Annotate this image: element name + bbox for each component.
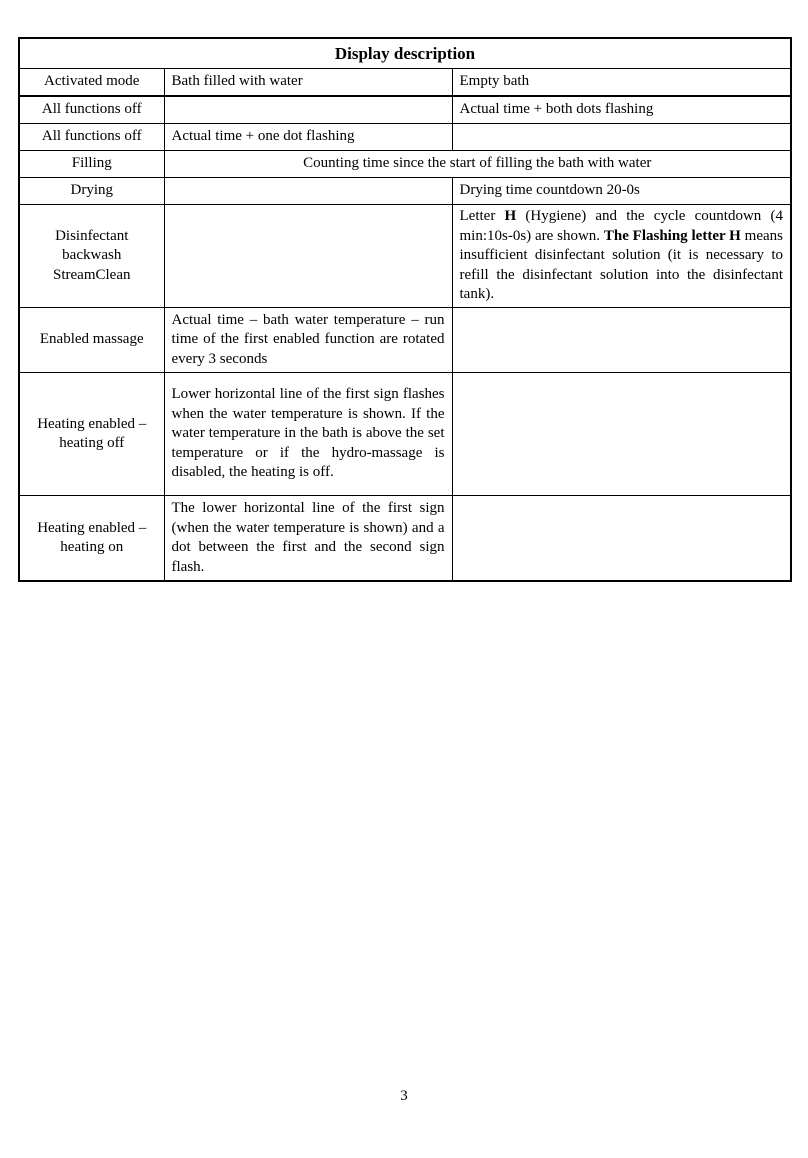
empty-cell bbox=[452, 308, 791, 373]
empty-cell bbox=[452, 205, 791, 308]
filled-cell bbox=[164, 96, 452, 124]
empty-cell: Actual time + both dots flashing bbox=[452, 96, 791, 124]
mode-cell: Enabled massage bbox=[19, 308, 164, 373]
filled-cell: Actual time + one dot flashing bbox=[164, 124, 452, 151]
filled-cell: Lower horizontal line of the first sign flashes when the water temperature is shown. If the water temperature in the bath is above the set temperature or if the hydro-massage is disabled, the heating is off. bbox=[164, 373, 452, 496]
mode-line: Disinfectant bbox=[55, 227, 129, 244]
bold-flashing-letter: The Flashing letter H bbox=[603, 227, 741, 244]
mode-line: Heating enabled – bbox=[37, 415, 147, 432]
filled-cell bbox=[164, 205, 452, 308]
empty-cell bbox=[452, 124, 791, 151]
mode-cell bbox=[19, 373, 164, 496]
mode-line: heating off bbox=[59, 435, 125, 451]
table-row bbox=[19, 308, 791, 373]
page-number: 3 bbox=[400, 1088, 408, 1104]
table-header-row bbox=[19, 69, 791, 97]
header-empty-bath: Empty bath bbox=[452, 69, 791, 97]
empty-cell bbox=[452, 373, 791, 496]
mode-cell: All functions off bbox=[19, 96, 164, 124]
table-title: Display description bbox=[19, 38, 791, 69]
mode-cell: Drying bbox=[19, 178, 164, 205]
display-description-table bbox=[18, 37, 792, 582]
filled-cell bbox=[164, 178, 452, 205]
mode-line: Heating enabled – bbox=[37, 519, 147, 536]
table-row bbox=[19, 496, 791, 582]
header-bath-filled: Bath filled with water bbox=[164, 69, 452, 97]
mode-cell: All functions off bbox=[19, 124, 164, 151]
mode-cell: Filling bbox=[19, 151, 164, 178]
text-run: Letter bbox=[459, 208, 505, 224]
mode-line: StreamClean bbox=[53, 266, 131, 283]
text-run: means insufficient disinfectant solution (it is necessary to refill the disinfectant solution into the disinfectant tank). bbox=[459, 227, 783, 302]
mode-cell bbox=[19, 496, 164, 582]
filled-cell: Actual time – bath water temperature – run time of the first enabled function are rotated every 3 seconds bbox=[164, 308, 452, 373]
header-activated-mode: Activated mode bbox=[19, 69, 164, 97]
table-row bbox=[19, 373, 791, 496]
mode-cell bbox=[19, 205, 164, 308]
text-run: (Hygiene) and the cycle countdown (4 min:10s-0s) are shown. bbox=[459, 208, 783, 244]
table-row bbox=[19, 178, 791, 205]
table-row bbox=[19, 151, 791, 178]
table-row bbox=[19, 205, 791, 308]
filling-span-cell: Counting time since the start of filling the bath with water bbox=[164, 151, 791, 178]
table-row bbox=[19, 96, 791, 124]
empty-cell: Drying time countdown 20-0s bbox=[452, 178, 791, 205]
bold-letter-h: H bbox=[504, 208, 517, 224]
empty-cell bbox=[452, 496, 791, 582]
mode-line: heating on bbox=[60, 539, 124, 555]
table-row bbox=[19, 124, 791, 151]
filled-cell: The lower horizontal line of the first sign (when the water temperature is shown) and a dot between the first and the second sign flash. bbox=[164, 496, 452, 582]
mode-line: backwash bbox=[62, 247, 122, 264]
